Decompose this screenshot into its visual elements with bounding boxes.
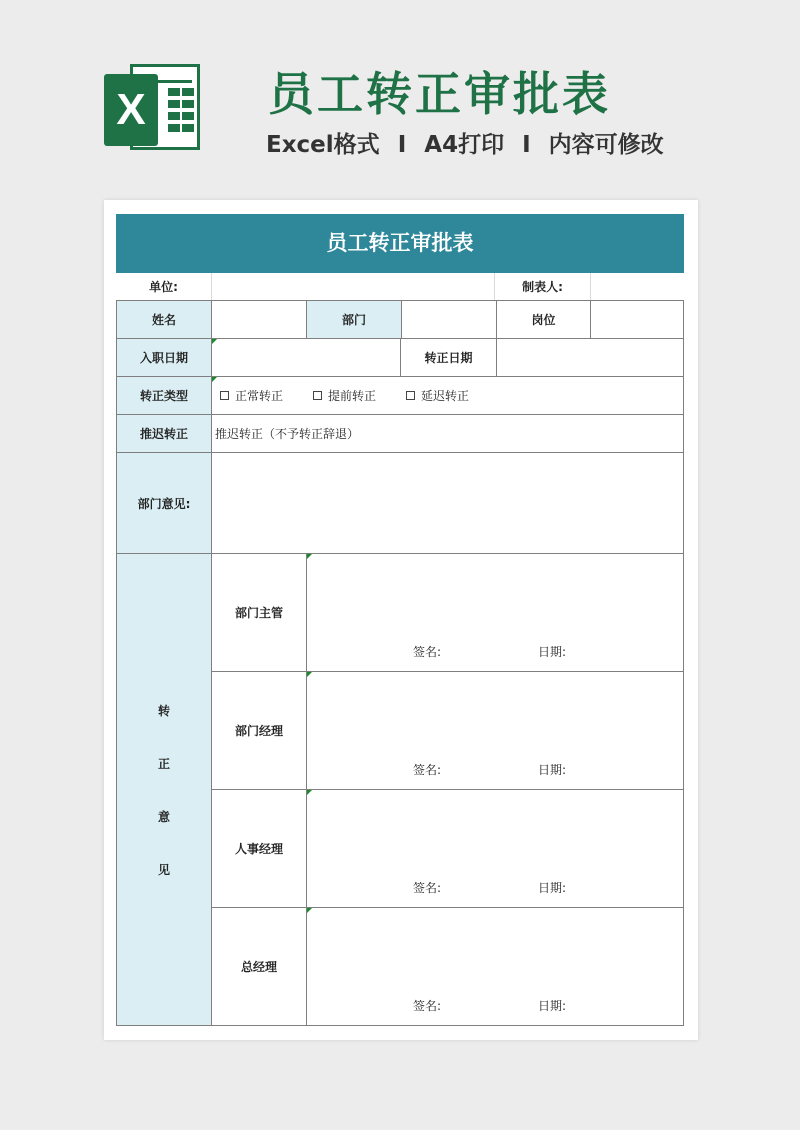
- regular-date-label: 转正日期: [400, 338, 497, 377]
- subtitle-editable: 内容可修改: [548, 132, 664, 158]
- approver-opinion-field[interactable]: [306, 789, 684, 908]
- date-label: 日期:: [538, 999, 567, 1013]
- name-label: 姓名: [116, 300, 212, 339]
- opinion-char: 转: [157, 703, 170, 718]
- checkbox-icon[interactable]: [220, 391, 229, 400]
- approver-dept-supervisor: 部门主管: [211, 553, 307, 672]
- type-option-normal[interactable]: 正常转正: [214, 387, 283, 404]
- unit-field[interactable]: [211, 273, 495, 300]
- regular-date-field[interactable]: [496, 338, 684, 377]
- maker-field[interactable]: [590, 273, 684, 300]
- approver-dept-manager: 部门经理: [211, 671, 307, 790]
- subtitle-print: A4打印: [424, 132, 505, 158]
- checkbox-icon[interactable]: [406, 391, 415, 400]
- date-label: 日期:: [538, 881, 567, 895]
- opinion-char: 意: [157, 809, 170, 824]
- comment-marker: [307, 672, 312, 677]
- approver-general-manager: 总经理: [211, 907, 307, 1026]
- dept-field[interactable]: [401, 300, 497, 339]
- type-option-early[interactable]: 提前转正: [307, 387, 376, 404]
- maker-label: 制表人:: [522, 280, 563, 294]
- approver-hr-manager: 人事经理: [211, 789, 307, 908]
- type-label: 转正类型: [116, 376, 212, 415]
- page-title: 员工转正审批表: [268, 67, 611, 121]
- opinion-char: 正: [157, 756, 170, 771]
- sign-label: 签名:: [413, 881, 442, 895]
- postpone-label: 推迟转正: [116, 414, 212, 453]
- postpone-text: 推迟转正（不予转正辞退）: [211, 414, 684, 453]
- comment-marker: [307, 908, 312, 913]
- type-options: [211, 376, 684, 415]
- subtitle-format: Excel格式: [266, 132, 380, 158]
- opinion-char: 见: [157, 862, 170, 877]
- comment-marker: [212, 377, 217, 382]
- subtitle-separator: I: [397, 132, 407, 158]
- date-label: 日期:: [538, 645, 567, 659]
- comment-marker: [307, 554, 312, 559]
- subtitle-separator: I: [522, 132, 531, 158]
- sign-label: 签名:: [413, 645, 442, 659]
- post-field[interactable]: [590, 300, 684, 339]
- opinion-vertical-label: [116, 553, 212, 1026]
- dept-opinion-field[interactable]: [211, 452, 684, 554]
- dept-label: 部门: [306, 300, 402, 339]
- excel-logo-letter: X: [104, 74, 158, 146]
- post-label: 岗位: [496, 300, 591, 339]
- approver-opinion-field[interactable]: [306, 553, 684, 672]
- comment-marker: [307, 790, 312, 795]
- comment-marker: [212, 339, 217, 344]
- excel-logo-icon: [104, 58, 204, 154]
- unit-label: 单位:: [149, 280, 178, 294]
- checkbox-icon[interactable]: [313, 391, 322, 400]
- form-sheet: [104, 200, 698, 1040]
- approver-opinion-field[interactable]: [306, 907, 684, 1026]
- sign-label: 签名:: [413, 763, 442, 777]
- entry-date-label: 入职日期: [116, 338, 212, 377]
- entry-date-field[interactable]: [211, 338, 401, 377]
- form-title: 员工转正审批表: [116, 214, 684, 273]
- dept-opinion-label: 部门意见:: [116, 452, 212, 554]
- page-subtitle: [266, 126, 664, 159]
- date-label: 日期:: [538, 763, 567, 777]
- approver-opinion-field[interactable]: [306, 671, 684, 790]
- name-field[interactable]: [211, 300, 307, 339]
- type-option-delay[interactable]: 延迟转正: [400, 387, 469, 404]
- sign-label: 签名:: [413, 999, 442, 1013]
